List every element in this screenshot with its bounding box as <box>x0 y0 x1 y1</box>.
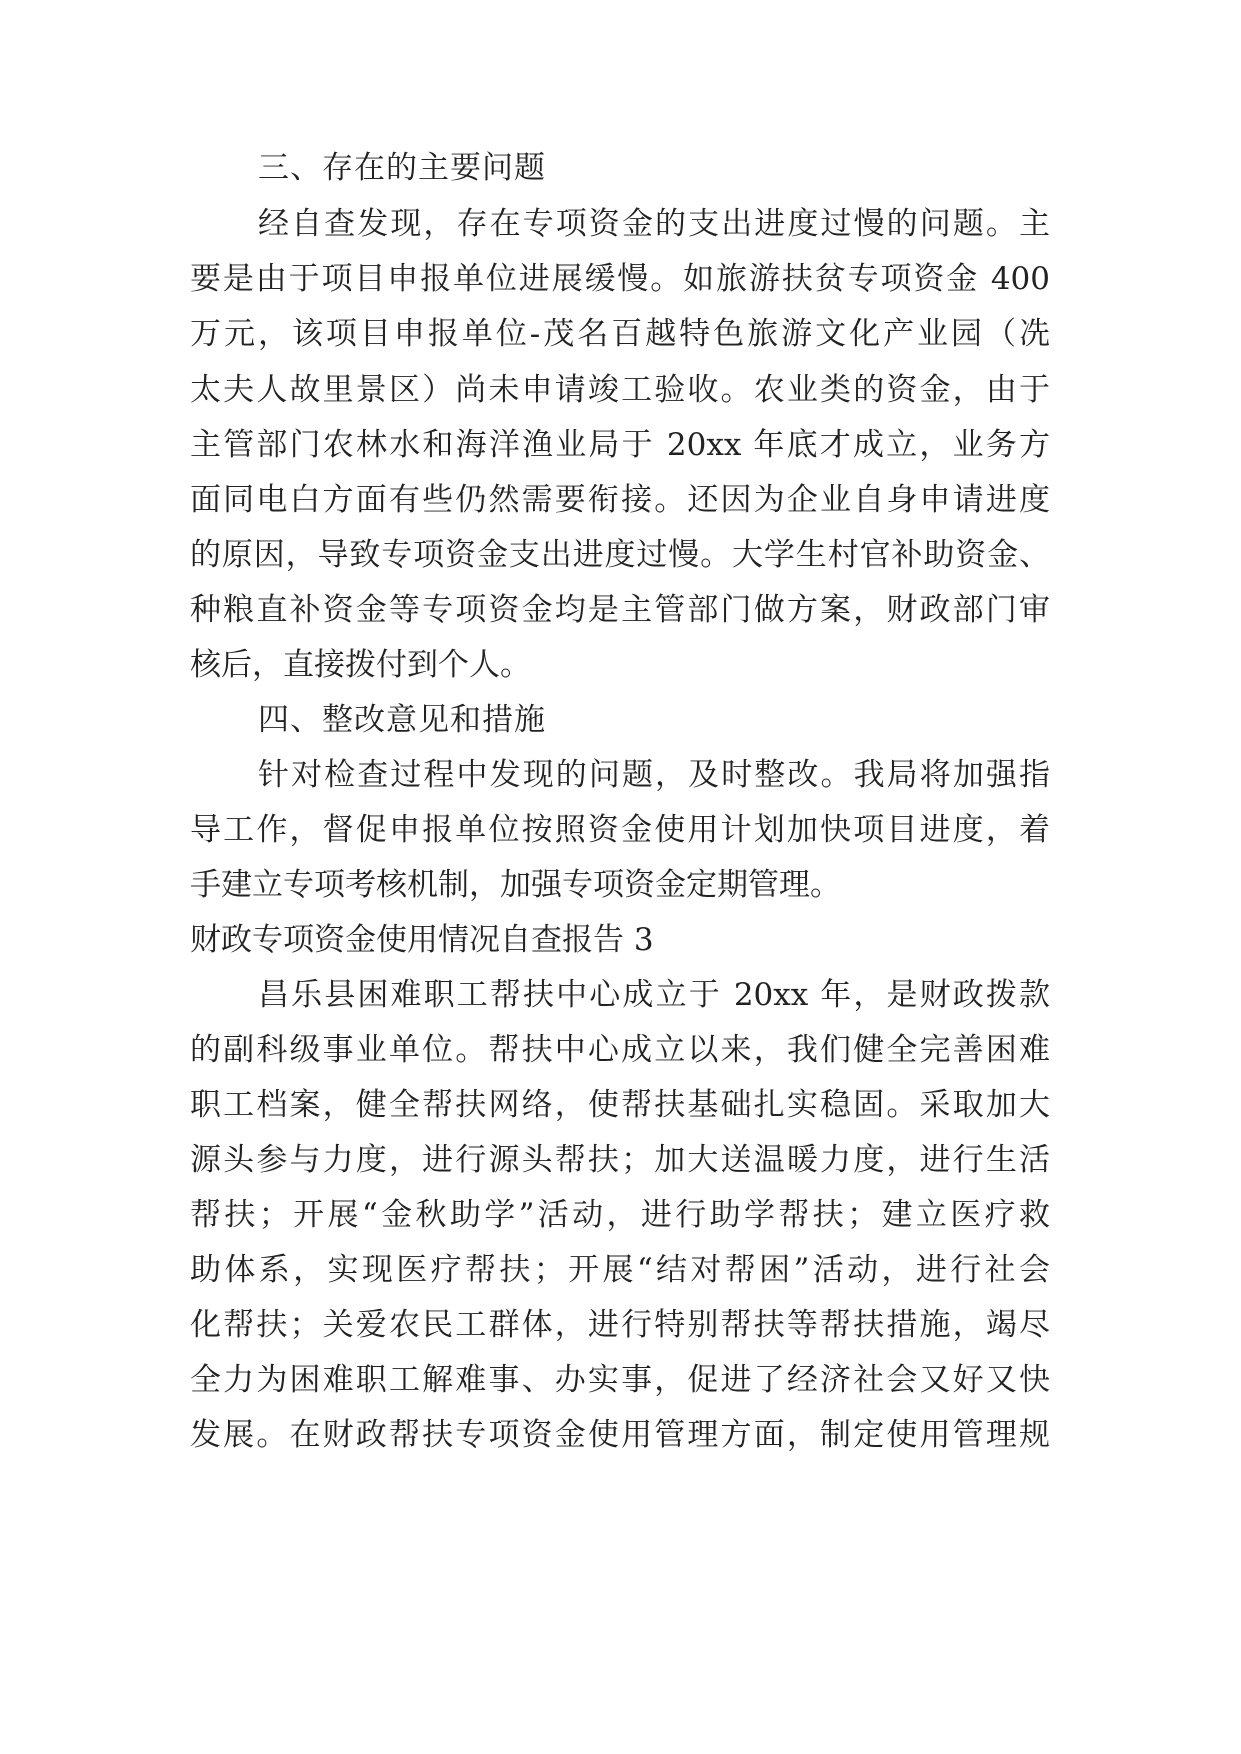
paragraph-line: 源头参与力度，进行源头帮扶；加大送温暖力度，进行生活 <box>190 1142 1050 1178</box>
paragraph-line: 化帮扶；关爱农民工群体，进行特别帮扶等帮扶措施，竭尽 <box>190 1307 1050 1343</box>
report-title: 财政专项资金使用情况自查报告 3 <box>190 922 654 958</box>
paragraph-line: 的副科级事业单位。帮扶中心成立以来，我们健全完善困难 <box>190 1032 1050 1068</box>
paragraph-line: 昌乐县困难职工帮扶中心成立于 20xx 年，是财政拨款 <box>258 977 1050 1013</box>
paragraph-line: 导工作，督促申报单位按照资金使用计划加快项目进度，着 <box>190 812 1050 848</box>
section-heading-problems: 三、存在的主要问题 <box>258 150 546 186</box>
paragraph-line: 针对检查过程中发现的问题，及时整改。我局将加强指 <box>258 757 1050 793</box>
paragraph-line: 万元，该项目申报单位-茂名百越特色旅游文化产业园（冼 <box>190 316 1050 352</box>
paragraph-line: 手建立专项考核机制，加强专项资金定期管理。 <box>190 867 841 903</box>
paragraph-line: 主管部门农林水和海洋渔业局于 20xx 年底才成立，业务方 <box>190 427 1050 463</box>
paragraph-line: 要是由于项目申报单位进展缓慢。如旅游扶贫专项资金 400 <box>190 261 1050 297</box>
paragraph-line: 经自查发现，存在专项资金的支出进度过慢的问题。主 <box>258 206 1050 242</box>
paragraph-line: 种粮直补资金等专项资金均是主管部门做方案，财政部门审 <box>190 592 1050 628</box>
section-heading-measures: 四、整改意见和措施 <box>258 702 546 738</box>
paragraph-line: 发展。在财政帮扶专项资金使用管理方面，制定使用管理规 <box>190 1417 1050 1453</box>
paragraph-line: 帮扶；开展“金秋助学”活动，进行助学帮扶；建立医疗救 <box>190 1197 1050 1233</box>
paragraph-line: 太夫人故里景区）尚未申请竣工验收。农业类的资金，由于 <box>190 372 1050 408</box>
paragraph-line: 的原因，导致专项资金支出进度过慢。大学生村官补助资金、 <box>190 537 1050 573</box>
paragraph-line: 核后，直接拨付到个人。 <box>190 647 531 683</box>
paragraph-line: 助体系，实现医疗帮扶；开展“结对帮困”活动，进行社会 <box>190 1252 1050 1288</box>
paragraph-line: 面同电白方面有些仍然需要衔接。还因为企业自身申请进度 <box>190 482 1050 518</box>
paragraph-line: 职工档案，健全帮扶网络，使帮扶基础扎实稳固。采取加大 <box>190 1087 1050 1123</box>
paragraph-line: 全力为困难职工解难事、办实事，促进了经济社会又好又快 <box>190 1362 1050 1398</box>
